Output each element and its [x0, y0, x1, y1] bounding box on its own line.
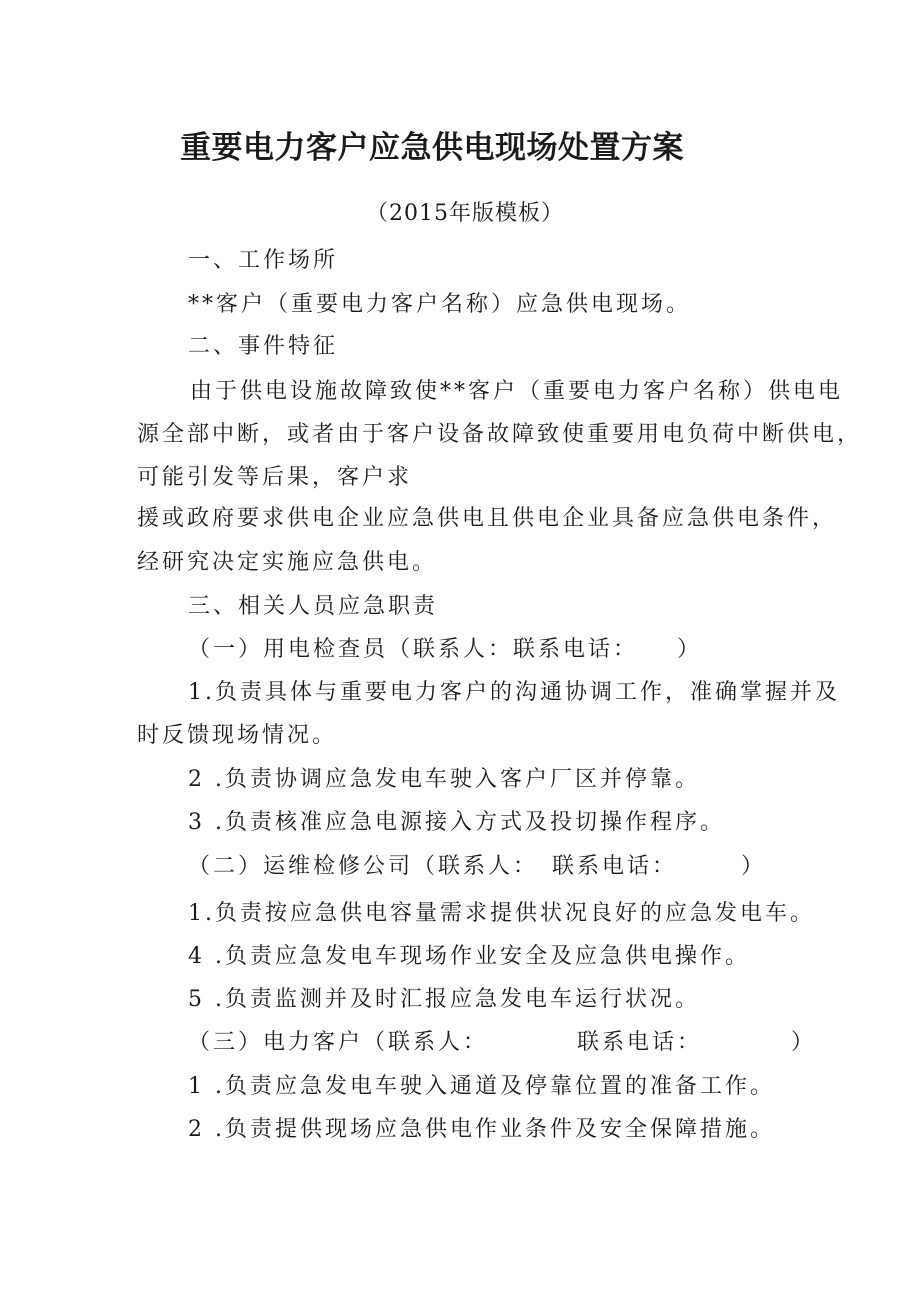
list-item: 1 .负责应急发电车驶入通道及停靠位置的准备工作。 [188, 1074, 775, 1099]
section-heading-duties: 三、相关人员应急职责 [188, 594, 439, 619]
paragraph-line: 由于供电设施故障致使**客户（重要电力客户名称）供电电 [190, 379, 844, 404]
list-item: 5 .负责监测并及时汇报应急发电车运行状况。 [188, 987, 700, 1012]
list-item: 1.负责按应急供电容量需求提供状况良好的应急发电车。 [188, 901, 815, 926]
paragraph-line: **客户（重要电力客户名称）应急供电现场。 [188, 292, 692, 317]
paragraph-line: 时反馈现场情况。 [137, 723, 338, 748]
paragraph-line: 源全部中断，或者由于客户设备故障致使重要用电负荷中断供电， [137, 422, 863, 447]
section-heading-workplace: 一、工作场所 [188, 248, 339, 273]
document-title: 重要电力客户应急供电现场处置方案 [180, 130, 684, 166]
paragraph-line: 可能引发等后果，客户求 [137, 465, 413, 490]
section-heading-event: 二、事件特征 [188, 334, 339, 359]
subsection-heading: （三）电力客户（联系人： 联系电话： ） [188, 1030, 817, 1055]
paragraph-line: 1.负责具体与重要电力客户的沟通协调工作，准确掌握并及 [188, 680, 840, 705]
paragraph-line: 援或政府要求供电企业应急供电且供电企业具备应急供电条件， [137, 506, 838, 531]
subsection-heading: （一）用电检查员（联系人：联系电话： ） [188, 637, 703, 662]
list-item: 4 .负责应急发电车现场作业安全及应急供电操作。 [188, 944, 750, 969]
list-item: 2 .负责协调应急发电车驶入客户厂区并停靠。 [188, 767, 700, 792]
subsection-heading: （二）运维检修公司（联系人： 联系电话： ） [188, 854, 767, 879]
document-subtitle: （2015年版模板） [366, 201, 564, 226]
list-item: 3 .负责核准应急电源接入方式及投切操作程序。 [188, 810, 725, 835]
paragraph-line: 经研究决定实施应急供电。 [137, 550, 438, 575]
list-item: 2 .负责提供现场应急供电作业条件及安全保障措施。 [188, 1117, 775, 1142]
